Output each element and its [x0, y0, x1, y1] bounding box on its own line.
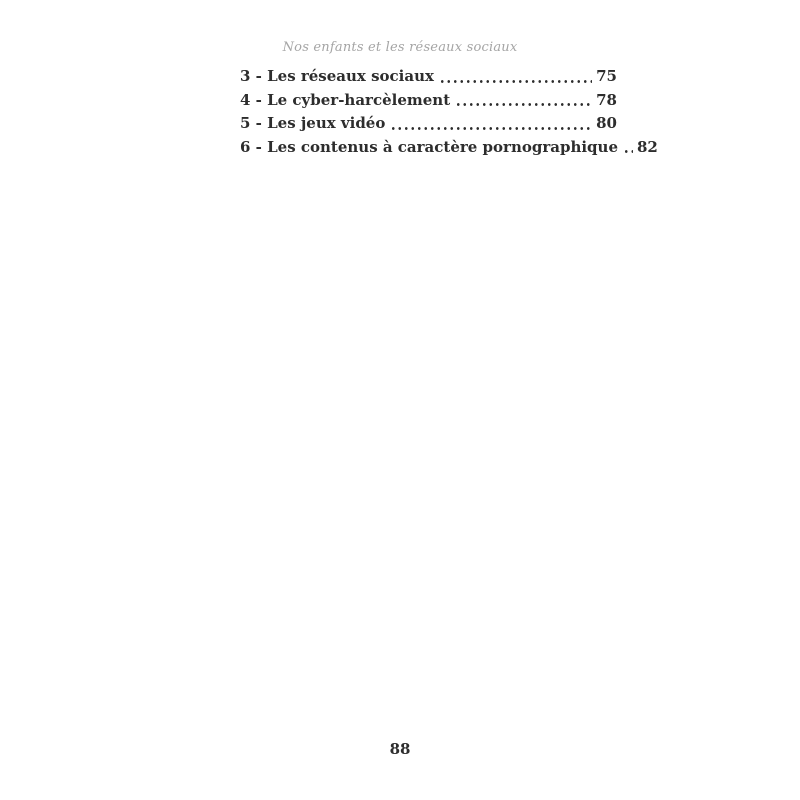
toc-entry-page-number: 75 — [596, 67, 617, 85]
dot-leader — [390, 112, 592, 136]
toc-entry[interactable] — [240, 136, 658, 160]
toc-entry-label: 3 - Les réseaux sociaux — [240, 67, 434, 85]
toc-entry-label: 5 - Les jeux vidéo — [240, 114, 386, 132]
dot-leader — [623, 136, 633, 160]
toc-entry-label: 6 - Les contenus à caractère pornographique — [240, 137, 618, 156]
toc-entry[interactable] — [240, 89, 617, 113]
toc-entry[interactable] — [240, 112, 617, 136]
toc-entry[interactable] — [240, 65, 617, 89]
toc-entry-page-number: 82 — [637, 137, 658, 156]
table-of-contents — [240, 65, 658, 159]
dot-leader — [455, 89, 592, 113]
dot-leader — [439, 65, 592, 89]
toc-entry-label: 4 - Le cyber-harcèlement — [240, 90, 451, 109]
running-header: Nos enfants et les réseaux sociaux — [282, 40, 518, 55]
page-number: 88 — [389, 740, 411, 758]
toc-entry-page-number: 78 — [596, 90, 617, 109]
toc-entry-page-number: 80 — [596, 114, 617, 132]
